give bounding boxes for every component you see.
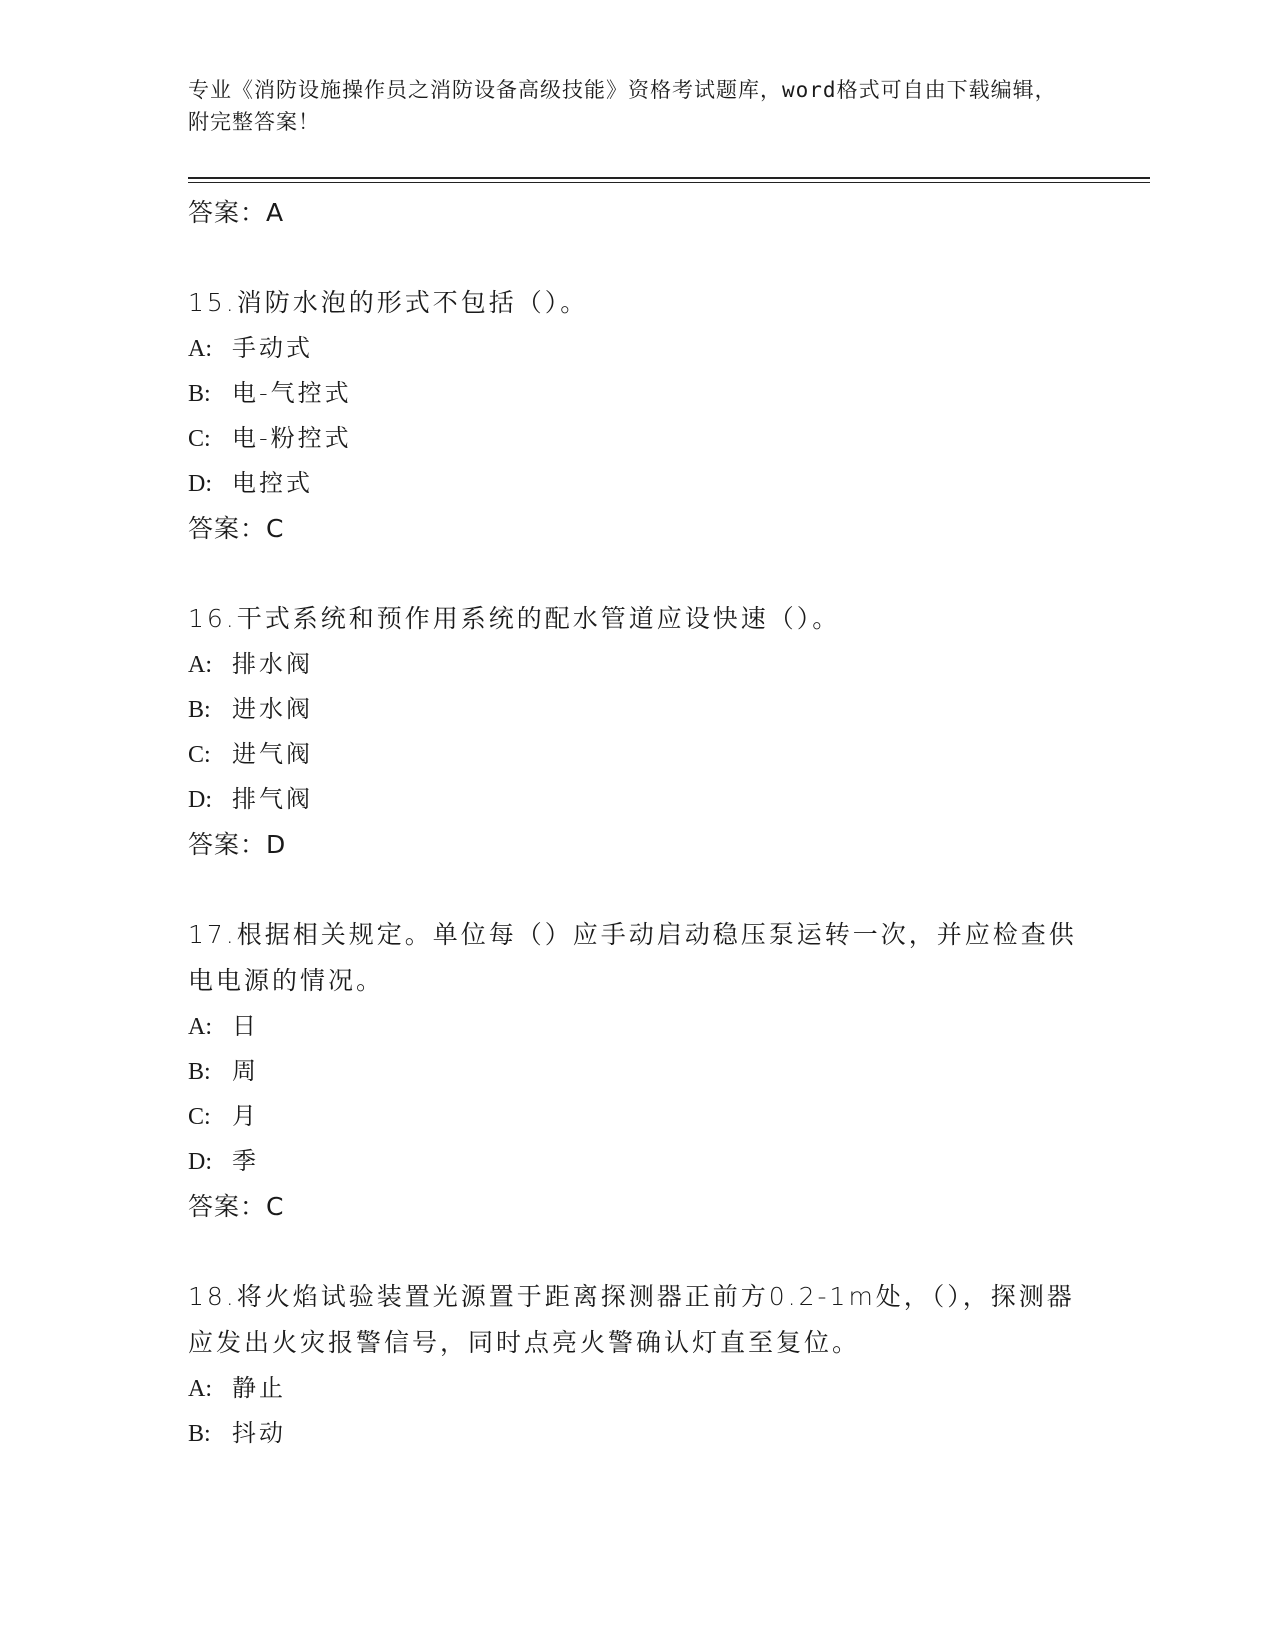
option-letter: C: — [188, 742, 211, 768]
option-b — [188, 1049, 1088, 1094]
answer-line: 答案：D — [188, 830, 287, 859]
question-stem: 15.消防水泡的形式不包括（）。 — [188, 288, 589, 317]
answer-line: 答案：C — [188, 1192, 285, 1221]
option-b — [188, 687, 1088, 732]
option-letter: A: — [188, 1376, 212, 1402]
option-text: 进气阀 — [232, 740, 313, 768]
option-b — [188, 1411, 1088, 1456]
option-text: 手动式 — [232, 334, 313, 362]
question-15 — [188, 280, 1088, 552]
option-letter: A: — [188, 336, 212, 362]
question-stem: 17.根据相关规定。单位每（）应手动启动稳压泵运转一次，并应检查供电电源的情况。 — [188, 920, 1077, 995]
option-letter: D: — [188, 1149, 212, 1175]
option-d — [188, 777, 1088, 822]
option-text: 电-气控式 — [232, 379, 352, 407]
header-rule-thin — [188, 182, 1150, 183]
option-text: 静止 — [232, 1374, 286, 1402]
option-c — [188, 732, 1088, 777]
question-stem: 16.干式系统和预作用系统的配水管道应设快速（）。 — [188, 604, 841, 633]
option-letter: B: — [188, 381, 211, 407]
option-text: 排气阀 — [232, 785, 313, 813]
option-text: 电控式 — [232, 469, 313, 497]
option-text: 月 — [232, 1102, 259, 1130]
option-letter: B: — [188, 1059, 211, 1085]
option-c — [188, 416, 1088, 461]
question-18 — [188, 1274, 1088, 1456]
option-letter: A: — [188, 1014, 212, 1040]
option-text: 周 — [232, 1057, 259, 1085]
option-letter: A: — [188, 652, 212, 678]
option-letter: C: — [188, 426, 211, 452]
question-list — [188, 190, 1088, 1456]
option-text: 抖动 — [232, 1419, 286, 1447]
header-rule-thick — [188, 177, 1150, 179]
option-letter: D: — [188, 471, 212, 497]
option-letter: B: — [188, 1421, 211, 1447]
option-text: 日 — [232, 1012, 259, 1040]
question-16 — [188, 596, 1088, 868]
document-header: 专业《消防设施操作员之消防设备高级技能》资格考试题库，word格式可自由下载编辑，附完整答案！ — [188, 78, 1057, 134]
option-d — [188, 461, 1088, 506]
option-a — [188, 326, 1088, 371]
option-a — [188, 1004, 1088, 1049]
option-letter: D: — [188, 787, 212, 813]
option-letter: B: — [188, 697, 211, 723]
option-d — [188, 1139, 1088, 1184]
option-a — [188, 1366, 1088, 1411]
option-text: 进水阀 — [232, 695, 313, 723]
option-letter: C: — [188, 1104, 211, 1130]
option-text: 季 — [232, 1147, 259, 1175]
option-c — [188, 1094, 1088, 1139]
question-17 — [188, 912, 1088, 1230]
option-text: 电-粉控式 — [232, 424, 352, 452]
option-text: 排水阀 — [232, 650, 313, 678]
option-a — [188, 642, 1088, 687]
option-b — [188, 371, 1088, 416]
question-stem: 18.将火焰试验装置光源置于距离探测器正前方0.2-1m处，（），探测器应发出火灾报警信号，同时点亮火警确认灯直至复位。 — [188, 1282, 1075, 1357]
answer-line: 答案：A — [188, 198, 285, 227]
answer-line: 答案：C — [188, 514, 285, 543]
